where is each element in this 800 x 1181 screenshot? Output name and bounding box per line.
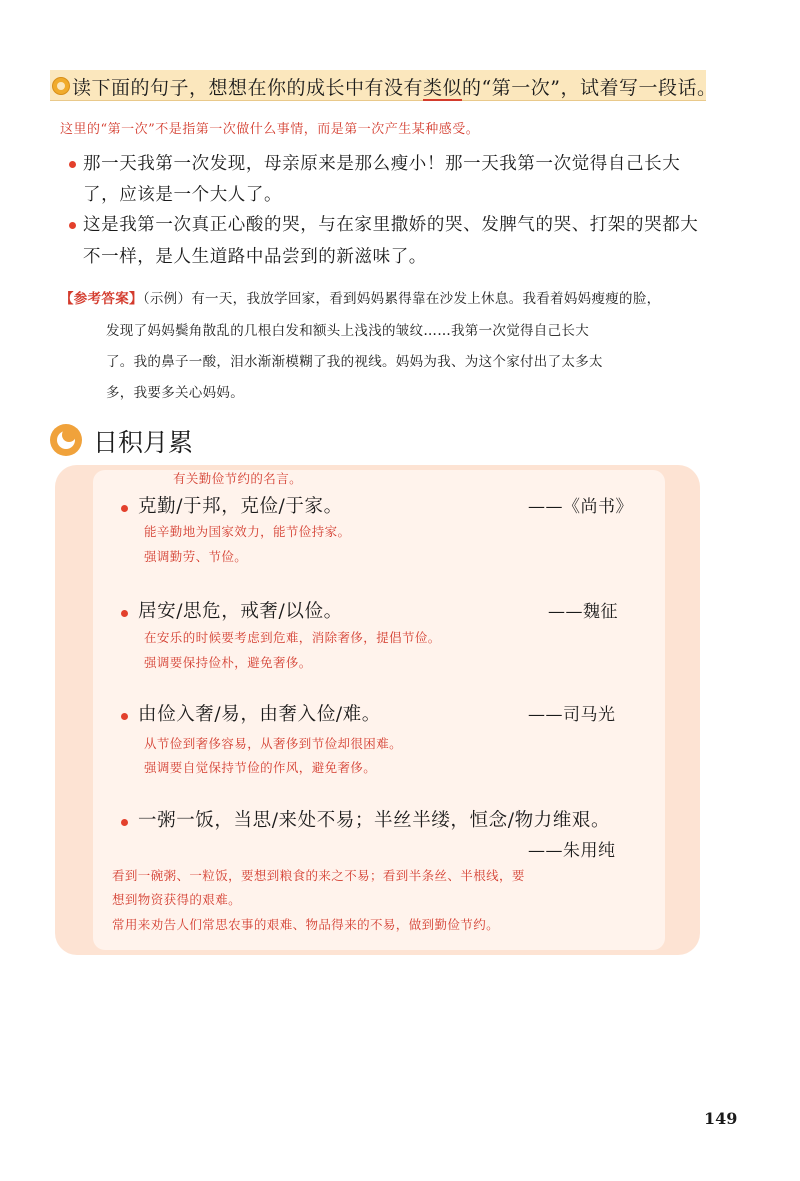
saying-2-author: ——魏征 [548, 602, 618, 622]
saying-4-author: ——朱用纯 [528, 841, 616, 861]
saying-4-note-1: 看到一碗粥、一粒饭，要想到粮食的来之不易；看到半条丝、半根线，要 [112, 868, 525, 883]
bullet-icon [121, 610, 128, 617]
saying-2-note-2: 强调要保持俭朴，避免奢侈。 [144, 655, 312, 670]
saying-1-note-1: 能辛勤地为国家效力，能节俭持家。 [144, 524, 351, 539]
question-text: 读下面的句子，想想在你的成长中有没有类似的“第一次”，试着写一段话。 [72, 77, 717, 99]
saying-3-note-2: 强调要自觉保持节俭的作风，避免奢侈。 [144, 760, 377, 775]
page-number: 149 [704, 1109, 738, 1128]
saying-3-author: ——司马光 [528, 705, 616, 725]
underlined-word: 类似 [423, 77, 463, 99]
example-1-line-2: 了，应该是一个大人了。 [83, 185, 283, 205]
saying-3-text: 由俭入奢/易，由奢入俭/难。 [138, 704, 381, 725]
bullet-icon [69, 161, 76, 168]
bullet-icon [121, 505, 128, 512]
teacher-note: 这里的“第一次”不是指第一次做什么事情，而是第一次产生某种感受。 [60, 122, 480, 137]
reference-label: 【参考答案】 [60, 291, 143, 307]
saying-4-note-2: 想到物资获得的艰难。 [112, 892, 242, 907]
reference-line-2: 发现了妈妈鬓角散乱的几根白发和额头上浅浅的皱纹……我第一次觉得自己长大 [106, 323, 589, 339]
saying-1-note-2: 强调勤劳、节俭。 [144, 549, 248, 564]
example-2-line-1: 这是我第一次真正心酸的哭，与在家里撒娇的哭、发脾气的哭、打架的哭都大 [83, 215, 699, 235]
bullet-icon [121, 819, 128, 826]
saying-4-text: 一粥一饭，当思/来处不易；半丝半缕，恒念/物力维艰。 [138, 810, 611, 831]
section-icon [50, 424, 82, 456]
reference-answer [60, 287, 660, 307]
saying-3-note-1: 从节俭到奢侈容易，从奢侈到节俭却很困难。 [144, 736, 403, 751]
reference-line-1: （示例）有一天，我放学回家，看到妈妈累得靠在沙发上休息。我看着妈妈瘦瘦的脸， [142, 291, 661, 307]
section-intro: 有关勤俭节约的名言。 [173, 471, 303, 486]
bullet-icon [69, 222, 76, 229]
bullet-icon [121, 713, 128, 720]
saying-1-text: 克勤/于邦，克俭/于家。 [138, 496, 343, 517]
question-icon [52, 77, 70, 95]
saying-1-author: ——《尚书》 [528, 497, 633, 517]
saying-2-text: 居安/思危，戒奢/以俭。 [138, 601, 343, 622]
saying-4-note-3: 常用来劝告人们常思农事的艰难、物品得来的不易，做到勤俭节约。 [112, 917, 500, 932]
reference-line-3: 了。我的鼻子一酸，泪水渐渐模糊了我的视线。妈妈为我、为这个家付出了太多太 [106, 354, 603, 370]
example-2-line-2: 不一样，是人生道路中品尝到的新滋味了。 [83, 247, 427, 267]
example-1-line-1: 那一天我第一次发现，母亲原来是那么瘦小！那一天我第一次觉得自己长大 [83, 154, 681, 174]
reference-line-4: 多，我要多关心妈妈。 [106, 385, 244, 401]
section-title: 日积月累 [93, 428, 194, 457]
saying-2-note-1: 在安乐的时候要考虑到危难，消除奢侈，提倡节俭。 [144, 630, 441, 645]
